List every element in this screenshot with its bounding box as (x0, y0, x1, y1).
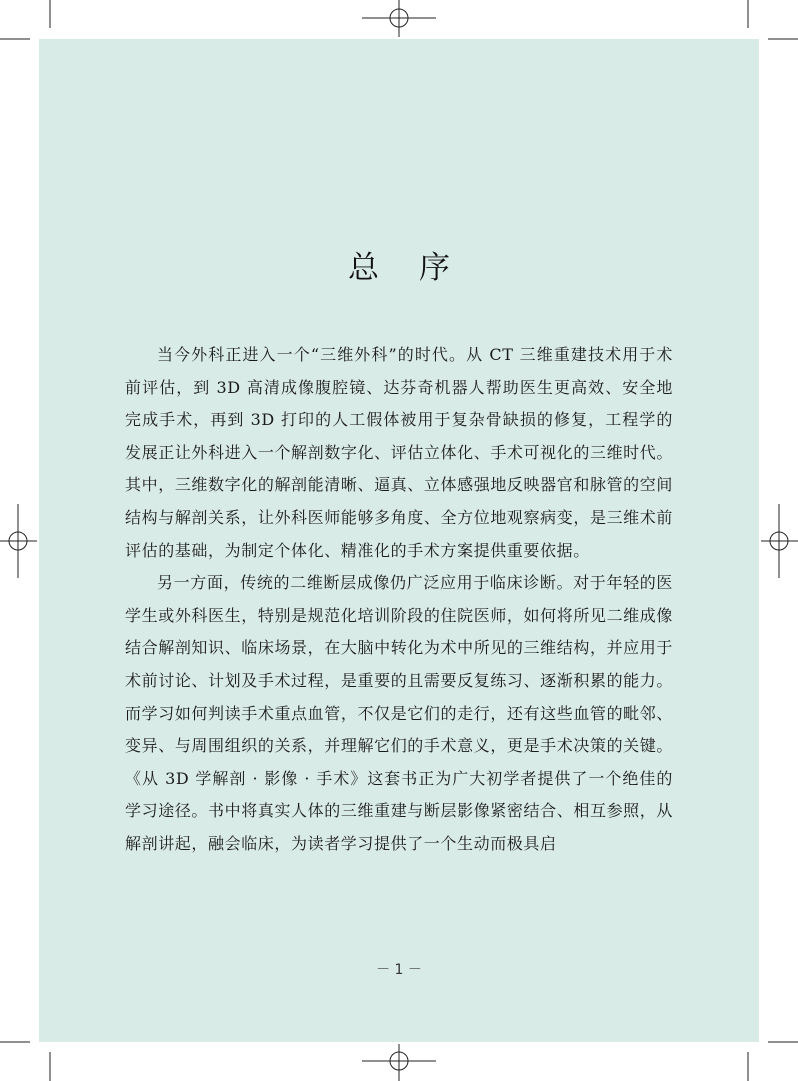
paragraph: 当今外科正进入一个“三维外科”的时代。从 CT 三维重建技术用于术前评估，到 3D 高清成像腹腔镜、达芬奇机器人帮助医生更高效、安全地完成手术，再到 3D 打印的人工假体被用于复杂骨缺损的修复，工程学的发展正让外科进入一个解剖数字化、评估立体化、手术可视化的三维时代。其中，三维数字化的解剖能清晰、逼真、立体感强地反映器官和脉管的空间结构与解剖关系，让外科医师能够多角度、全方位地观察病变，是三维术前评估的基础，为制定个体化、精准化的手术方案提供重要依据。 (125, 345, 673, 560)
body-text (125, 339, 673, 861)
title-char: 总 (348, 250, 379, 286)
title-char: 序 (419, 250, 450, 286)
registration-target-top (362, 0, 436, 37)
page-title (0, 242, 798, 287)
registration-target-left (0, 504, 37, 578)
paragraph: 另一方面，传统的二维断层成像仍广泛应用于临床诊断。对于年轻的医学生或外科医生，特别是规范化培训阶段的住院医师，如何将所见二维成像结合解剖知识、临床场景，在大脑中转化为术中所见的三维结构，并应用于术前讨论、计划及手术过程，是重要的且需要反复练习、逐渐积累的能力。而学习如何判读手术重点血管，不仅是它们的走行，还有这些血管的毗邻、变异、与周围组织的关系，并理解它们的手术意义，更是手术决策的关键。《从 3D 学解剖 · 影像 · 手术》这套书正为广大初学者提供了一个绝佳的学习途径。书中将真实人体的三维重建与断层影像紧密结合、相互参照，从解剖讲起，融会临床，为读者学习提供了一个生动而极具启 (125, 573, 673, 853)
registration-target-right (761, 504, 798, 578)
registration-target-bottom (362, 1044, 436, 1081)
page-number: － 1 － (376, 962, 422, 978)
